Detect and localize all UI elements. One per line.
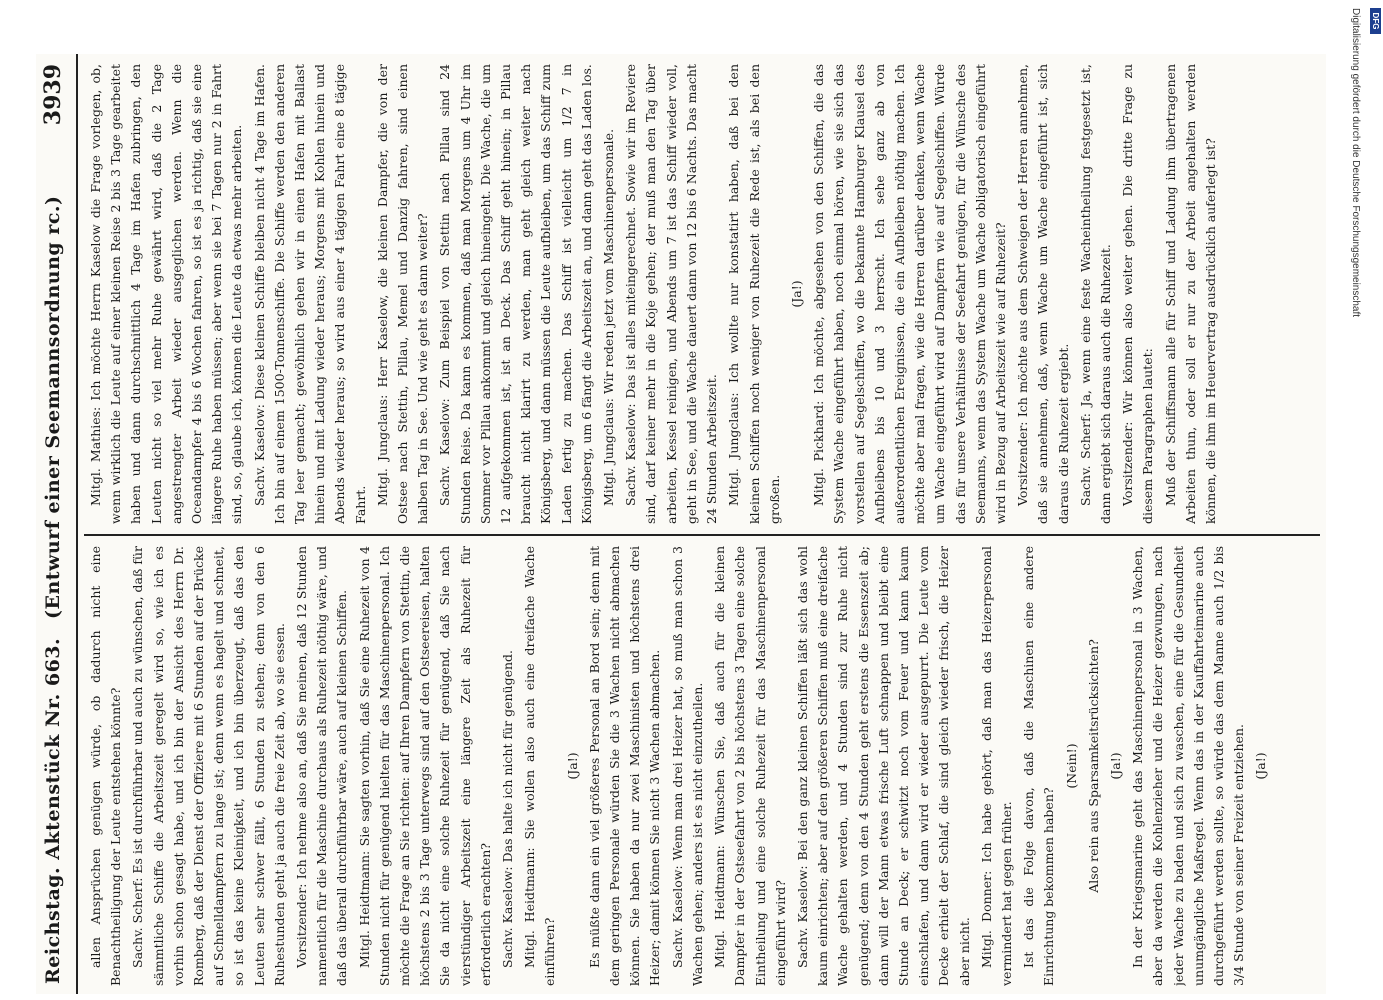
running-header <box>36 54 78 994</box>
dfg-logo <box>1370 8 1381 34</box>
header-title: (Entwurf einer Seemannsordnung rc.) <box>42 195 64 619</box>
paragraph: Vorsitzender: Ich nehme also an, daß Sie meinen, daß 12 Stunden namentlich für die Maschine durchaus als Ruhezeit nöthig wäre, und daß das überall durchführbar wäre, auch auf kleinen Schiffen. <box>294 546 350 986</box>
text-column-right <box>86 64 1316 524</box>
paragraph: Sachv. Scherf: Ja, wenn eine feste Wacheintheilung festgesetzt ist, dann ergiebt sich daraus auch die Ruhezeit. <box>1077 64 1113 524</box>
paragraph: Sachv. Kaselow: Das halte ich nicht für genügend. <box>500 649 516 968</box>
digitization-note-text: Digitalisierung gefördert durch die Deutsche Forschungsgemeinschaft <box>1350 8 1361 318</box>
page-number: 3939 <box>40 64 66 126</box>
paragraph: Vorsitzender: Ich möchte aus dem Schweigen der Herren annehmen, daß sie annehmen, daß, wenn Wache um Wache eingeführt ist, sich daraus die Ruhezeit ergiebt. <box>1015 64 1071 524</box>
digitization-note <box>1338 8 1372 998</box>
paragraph: Ist das die Folge davon, daß die Maschinen eine andere Einrichtung bekommen haben? <box>1021 546 1057 986</box>
paragraph: Muß der Schiffsmann alle für Schiff und Ladung ihm übertragenen Arbeiten thun, oder soll er nur zu der Arbeit angehalten werden können, die ihm im Heuervertrag ausdrücklich auferlegt ist? <box>1162 64 1218 524</box>
paragraph: Mitgl. Jungclaus: Ich wollte nur konstatirt haben, daß bei den kleinen Schiffen noch weniger von Ruhezeit die Rede ist, als bei den großen. <box>726 64 782 524</box>
paragraph: (Nein!) <box>1063 743 1079 789</box>
paragraph: Sachv. Kaselow: Zum Beispiel von Stettin nach Pillau sind 24 Stunden Reise. Da kann es kommen, daß man Morgens um 4 Uhr im Sommer vor Pillau ankommt und gleich hineingeht. Die Wache, die um 12 aufgekommen ist, ist an Deck. Das Schiff geht hinein; in Pillau braucht nicht klarirt zu werden, man geht gleich weiter nach Königsberg, und dann müssen die Leute aufbleiben, um das Schiff zum Laden fertig zu machen. Das Schiff ist vielleicht um 1/2 7 in Königsberg, um 6 fängt die Arbeitszeit an, und dann geht das Laden los. <box>437 64 594 524</box>
paragraph: Mitgl. Mathies: Ich möchte Herrn Kaselow die Frage vorlegen, ob, wenn wirklich die Leute auf einer kleinen Reise 2 bis 3 Tage gearbeitet haben und dann durchschnittlich 4 Tage im Hafen zubringen, den Leuten nicht so viel mehr Ruhe gewährt wird, daß die 2 Tage angestrengter Arbeit wieder ausgeglichen werden. Wenn die Oceandampfer 4 bis 6 Wochen fahren, so ist es ja richtig, daß sie eine längere Ruhe haben müssen; aber wenn sie bei 7 Tagen nur 2 in Fahrt sind, so, glaube ich, können die Leute da etwas mehr arbeiten. <box>88 64 245 524</box>
paragraph: allen Ansprüchen genügen würde, ob dadurch nicht eine Benachtheiligung der Leute entstehen könnte? <box>88 546 124 986</box>
text-column-left <box>86 546 1316 986</box>
paragraph: Mitgl. Jungclaus: Wir reden jetzt vom Maschinenpersonale. <box>601 128 617 506</box>
paragraph: Sachv. Kaselow: Wenn man drei Heizer hat, so muß man schon 3 Wachen gehen; anders ist es nicht einzutheilen. <box>669 546 705 986</box>
paragraph: (Ja!) <box>1253 752 1269 780</box>
paragraph: Sachv. Kaselow: Bei den ganz kleinen Schiffen läßt sich das wohl kaum einrichten; aber auf den größeren Schiffen muß eine dreifache Wache gehalten werden, und 4 Stunden sind zur Ruhe nicht genügend; denn von den 4 Stunden geht erstens die Essenszeit ab; dann will der Mann etwas frische Luft schnappen und bleibt eine Stunde an Deck; er schwitzt noch vom Feuer und kann kaum einschlafen, und dann wird er wieder ausgepurrt. Die Leute vom Decke erhielt der Schlaf, die sind gleich wieder frisch, die Heizer aber nicht. <box>794 546 972 986</box>
paragraph: Also rein aus Sparsamkeitsrücksichten? <box>1085 639 1101 893</box>
paragraph: Mitgl. Heidtmann: Wünschen Sie, daß auch für die kleinen Dampfer in der Ostseefahrt von 2 bis höchstens 3 Tagen eine solche Eintheilung und eine solche Ruhezeit für das Maschinenpersonal eingeführt wird? <box>712 546 788 986</box>
paragraph: (Ja!) <box>788 280 804 308</box>
paragraph: Sachv. Kaselow: Das ist alles miteingerechnet. Sowie wir im Reviere sind, darf keiner mehr in die Koje gehen; der muß man den Tag über arbeiten, Kessel reinigen, und Abends um 7 ist das Schiff wieder voll, geht in See, und die Wache dauert dann von 12 bis 6 Nachts. Das macht 24 Stunden Arbeitszeit. <box>623 64 720 524</box>
paragraph: Mitgl. Heidtmann: Sie wollen also auch eine dreifache Wache einführen? <box>522 546 558 986</box>
paragraph: Sachv. Kaselow: Diese kleinen Schiffe bleiben nicht 4 Tage im Hafen. Ich bin auf einem 1500-Tonnenschiffe. Die Schiffe werden den anderen Tag leer gemacht; gewöhnlich gehen wir in einen Hafen mit Ballast hinein und mit Ladung wieder heraus; Morgens mit Kohlen hinein und Abends wieder heraus; so wird aus einer 4 tägigen Fahrt eine 8 tägige Fahrt. <box>251 64 368 524</box>
paragraph: Mitgl. Donner: Ich habe gehört, daß man das Heizerpersonal vermindert hat gegen früher. <box>978 546 1014 986</box>
paragraph: Sachv. Scherf: Es ist durchführbar und auch zu wünschen, daß für sämmtliche Schiffe die Arbeitszeit geregelt wird so, wie ich es vorhin schon gesagt habe, und ich bin der Ansicht des Herrn Dr. Romberg, daß der Dienst der Offiziere mit 6 Stunden auf der Brücke auf Schnelldampfern zu lange ist; denn wenn es hagelt und schneit, so ist das keine Kleinigkeit, und ich bin überzeugt, daß das den Leuten sehr schwer fällt, 6 Stunden zu stehen; denn von den 6 Ruhestunden geht ja auch die freie Zeit ab, wo sie essen. <box>130 546 287 986</box>
dfg-logo-text: DFG <box>1371 12 1380 30</box>
column-divider <box>84 534 1320 536</box>
scanned-page <box>36 54 1326 994</box>
header-left: Reichstag. Aktenstück Nr. 663. <box>42 637 64 984</box>
paragraph: Vorsitzender: Wir können also weiter gehen. Die dritte Frage zu diesem Paragraphen lautet: <box>1120 64 1156 524</box>
paragraph: Mitgl. Jungclaus: Herr Kaselow, die kleinen Dampfer, die von der Ostsee nach Stettin, Pillau, Memel und Danzig fahren, sind einen halben Tag in See. Und wie geht es dann weiter? <box>374 64 431 524</box>
paragraph: In der Kriegsmarine geht das Maschinenpersonal in 3 Wachen, aber da werden die Kohlenzieher und die Heizer gezwungen, nach jeder Wache zu baden und sich zu waschen, eine für die Gesundheit unumgängliche Maßregel. Wenn das in der Kauffahrteimarine auch durchgeführt werden sollte, so würde das dem Manne auch 1/2 bis 3/4 Stunde von seiner Freizeit entziehen. <box>1130 546 1247 986</box>
paragraph: Mitgl. Heidtmann: Sie sagten vorhin, daß Sie eine Ruhezeit von 4 Stunden nicht für genügend hielten für das Maschinenpersonal. Ich möchte die Frage an Sie richten: auf Ihren Dampfern von Stettin, die höchstens 2 bis 3 Tage unterwegs sind auf den Ostseereisen, halten Sie da nicht eine solche Ruhezeit für genügend, daß Sie nach vierstündiger Arbeitszeit eine längere Zeit als Ruhezeit für erforderlich erachten? <box>356 546 493 986</box>
paragraph: (Ja!) <box>1107 752 1123 780</box>
paragraph: Es müßte dann ein viel größeres Personal an Bord sein; denn mit dem geringen Personale würden Sie die 3 Wachen nicht abmachen können. Sie haben da nur zwei Maschinisten und höchstens drei Heizer; damit können Sie nicht 3 Wachen abmachen. <box>586 546 663 986</box>
paragraph: Mitgl. Pickhard: Ich möchte, abgesehen von den Schiffen, die das System Wache eingeführt haben, noch einmal hören, wie sie sich das vorstellen auf Segelschiffen, wo die bekannte Hamburger Klausel des Aufbleibens bis 10 und 3 herrscht. Ich sehe ganz ab von außerordentlichen Ereignissen, die ein Aufbleiben nöthig machen. Ich möchte aber mal fragen, wie die Herren darüber denken, wenn Wache um Wache eingeführt wird auf Dampfern wie auf Segelschiffen. Würde das für unsere Verhältnisse der Seefahrt genügen, für die Wünsche des Seemanns, wenn das System Wache um Wache obligatorisch eingeführt wird in Bezug auf Arbeitszeit wie auf Ruhezeit? <box>811 64 1008 524</box>
paragraph: (Ja!) <box>564 752 580 780</box>
